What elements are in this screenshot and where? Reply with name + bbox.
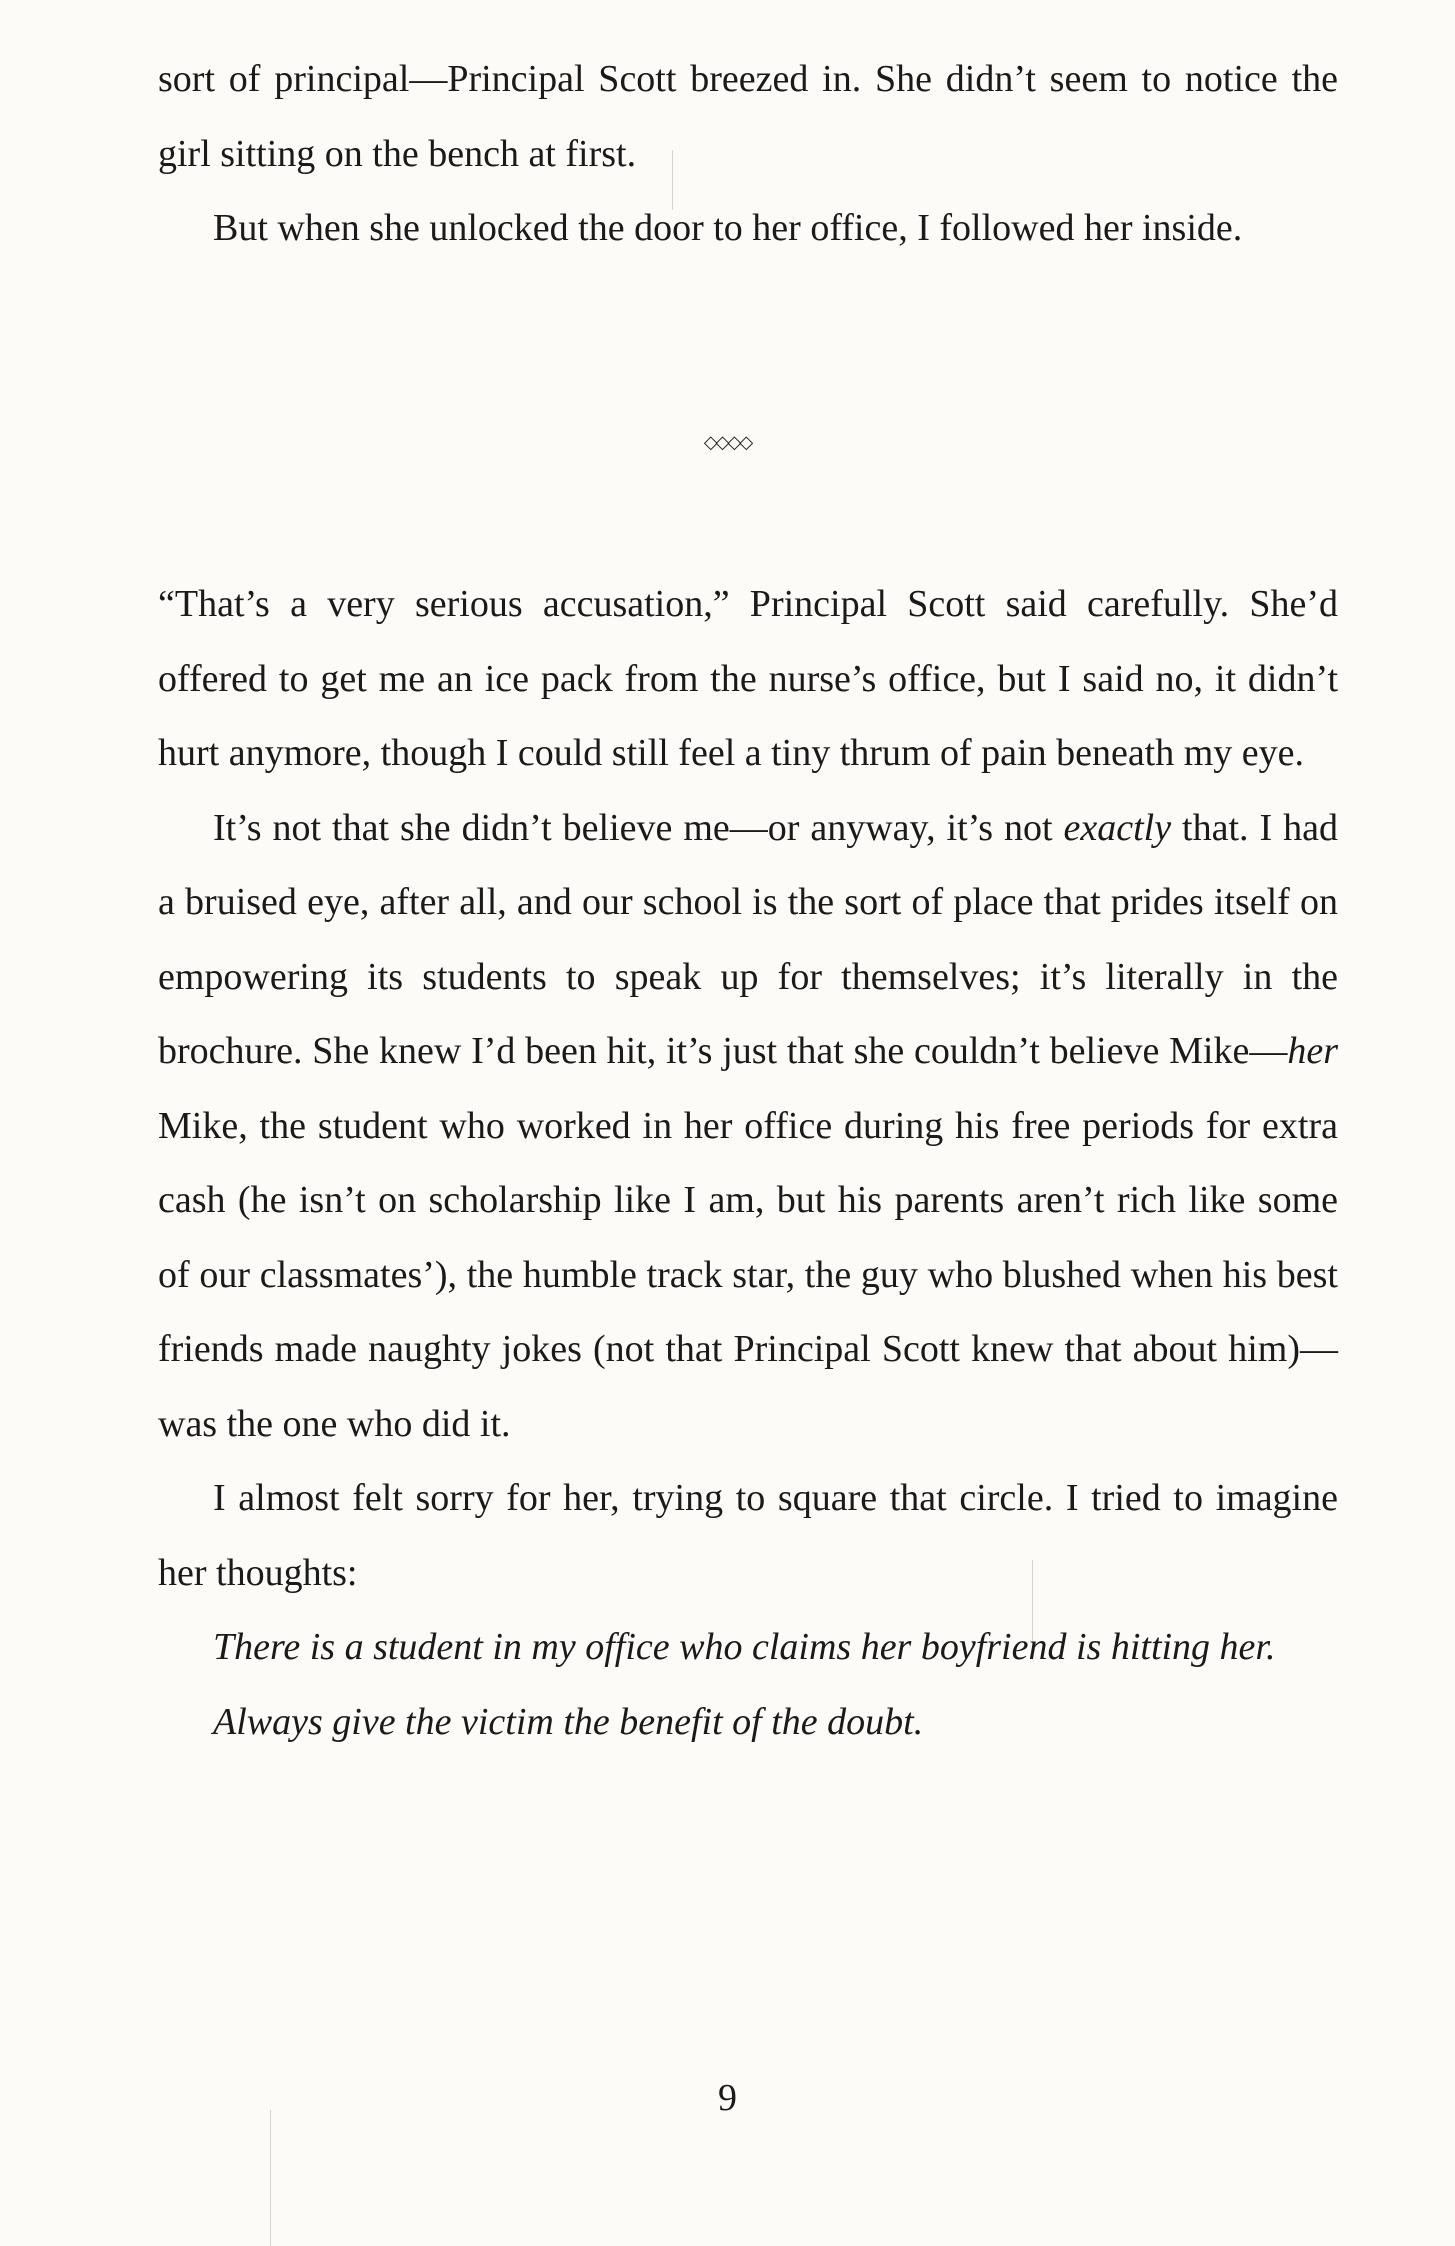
italic-thought: There is a student in my office who claims her boyfriend is hitting her. bbox=[213, 1626, 1276, 1668]
paragraph: I almost felt sorry for her, trying to square that circle. I tried to imagine her thoughts: bbox=[158, 1477, 1338, 1594]
paragraph: But when she unlocked the door to her office, I followed her inside. bbox=[213, 207, 1243, 249]
paragraph-continued: sort of principal—Principal Scott breezed in. She didn’t seem to notice the girl sitting on the bench at first. bbox=[158, 58, 1338, 175]
scan-artifact-line bbox=[270, 2110, 271, 2246]
main-text-block bbox=[158, 567, 1338, 1759]
paragraph: It’s not that she didn’t believe me—or anyway, it’s not exactly that. I had a bruised eye, after all, and our school is the sort of place that prides itself on empowering its students to speak up for themselves; it’s literally in the brochure. She knew I’d been hit, it’s just that she couldn’t believe Mike—her Mike, the student who worked in her office during his free periods for extra cash (he isn’t on scholarship like I am, but his parents aren’t rich like some of our classmates’), the humble track star, the guy who blushed when his best friends made naughty jokes (not that Principal Scott knew that about him)—was the one who did it. bbox=[158, 806, 1338, 1445]
italic-thought: Always give the victim the benefit of the doubt. bbox=[213, 1700, 924, 1743]
emphasis-text: her bbox=[1287, 1030, 1338, 1072]
paragraph: “That’s a very serious accusation,” Principal Scott said carefully. She’d offered to get me an ice pack from the nurse’s office, but I said no, it didn’t hurt anymore, though I could still feel a tiny thrum of pain beneath my eye. bbox=[158, 583, 1338, 774]
page-number: 9 bbox=[718, 2077, 737, 2119]
top-text-block bbox=[158, 42, 1338, 266]
section-break-ornament: ◇◇◇◇ bbox=[703, 432, 752, 453]
emphasis-text: exactly bbox=[1063, 806, 1172, 849]
